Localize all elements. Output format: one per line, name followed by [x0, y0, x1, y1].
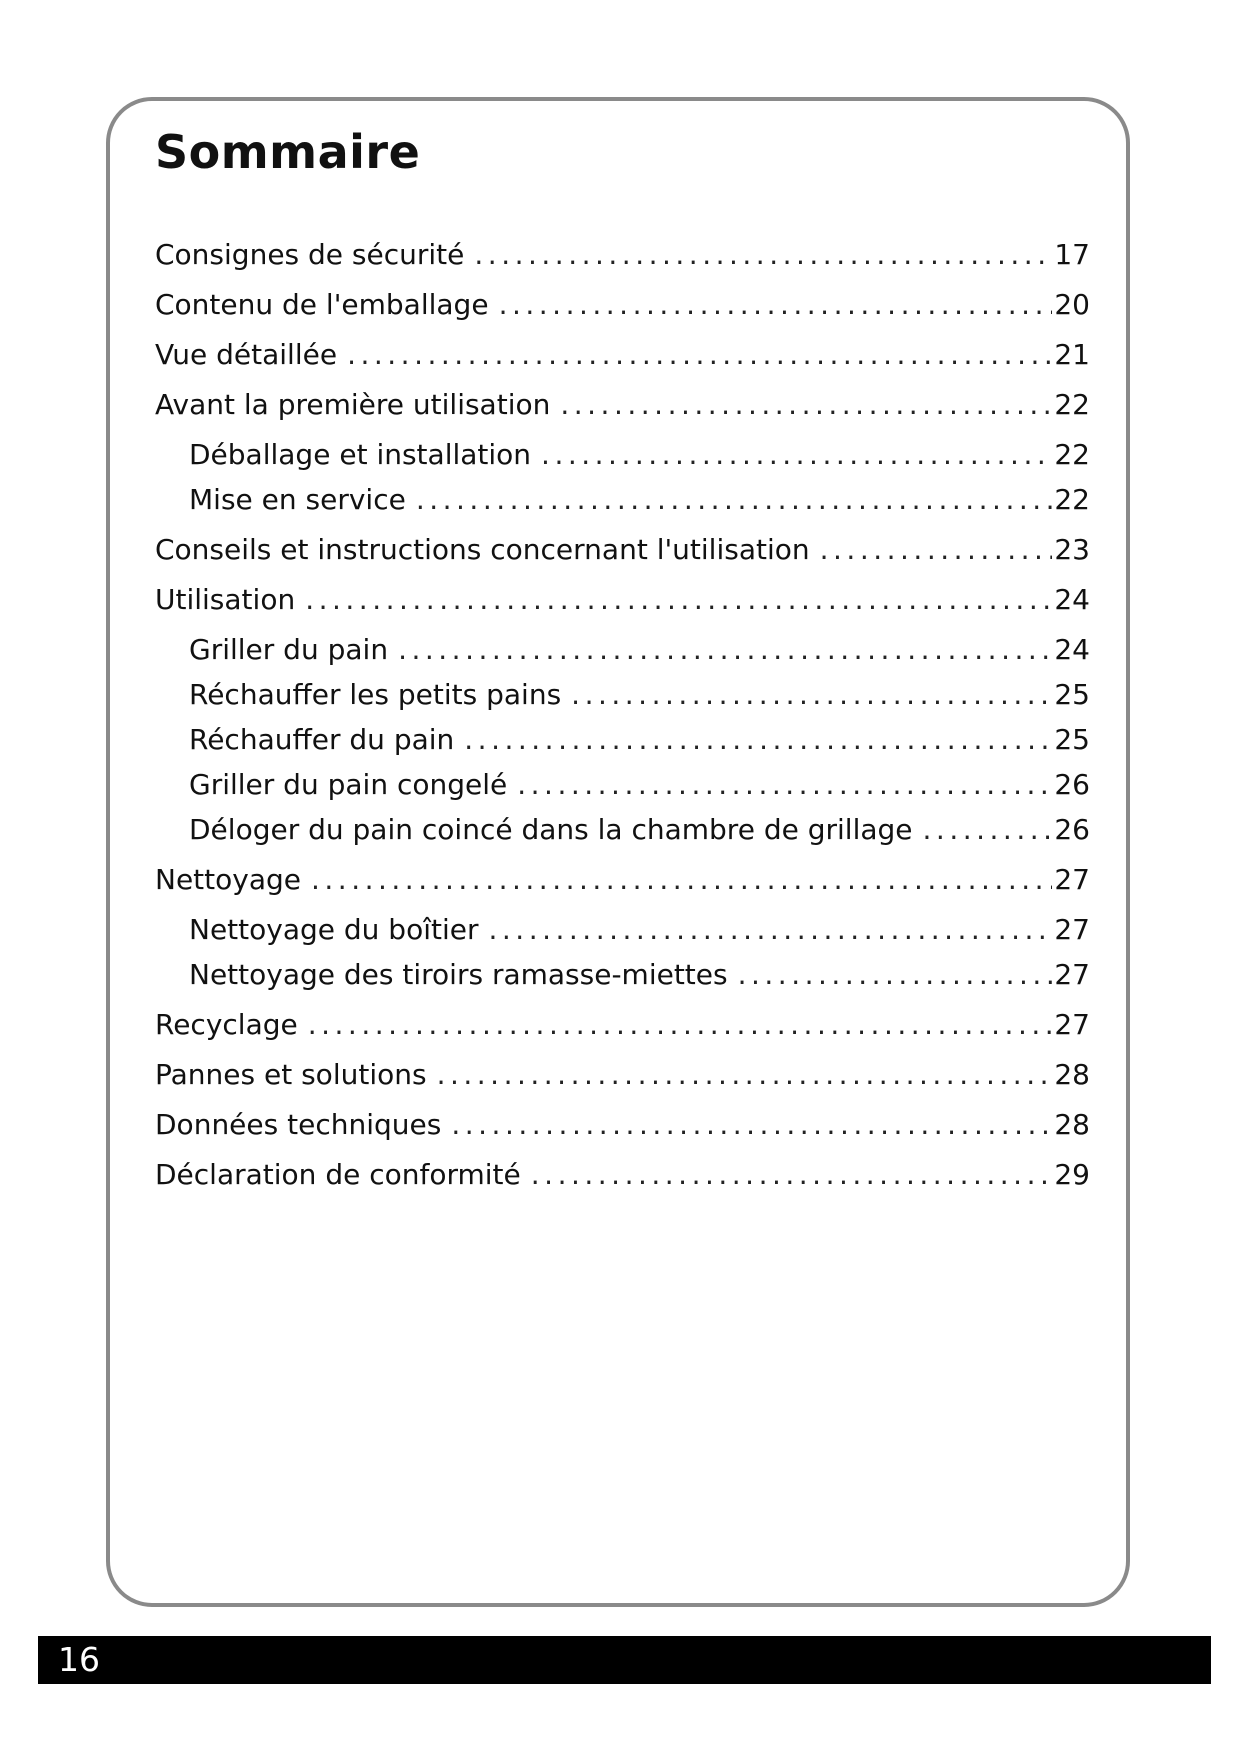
toc-entry[interactable]: [155, 580, 1090, 620]
toc-entry-label: Déloger du pain coincé dans la chambre de grillage: [189, 813, 913, 846]
toc-entry-label: Avant la première utilisation: [155, 388, 551, 421]
toc-entry-label: Déclaration de conformité: [155, 1158, 521, 1191]
toc-entry-label: Nettoyage: [155, 863, 301, 896]
toc-entry-label: Utilisation: [155, 583, 296, 616]
toc-leader-dots: [416, 480, 1053, 520]
toc-leader-dots: [437, 1055, 1053, 1095]
toc-entry-page: 20: [1054, 288, 1090, 321]
toc-entry-label: Conseils et instructions concernant l'utilisation: [155, 533, 810, 566]
toc-leader-dots: [398, 630, 1052, 670]
page-number: 16: [58, 1640, 100, 1679]
toc-entry[interactable]: [155, 285, 1090, 325]
toc-entry[interactable]: [155, 530, 1090, 570]
toc-entry-page: 27: [1054, 1008, 1090, 1041]
toc-entry[interactable]: [155, 1055, 1090, 1095]
toc-entry-label: Griller du pain congelé: [189, 768, 508, 801]
toc-entry-page: 27: [1054, 863, 1090, 896]
toc-entry-page: 27: [1054, 958, 1090, 991]
toc-entry-page: 17: [1054, 238, 1090, 271]
toc-subentry[interactable]: [189, 435, 1090, 475]
toc-entry[interactable]: [155, 1155, 1090, 1195]
toc-entry-page: 29: [1054, 1158, 1090, 1191]
toc-leader-dots: [517, 765, 1052, 805]
toc-leader-dots: [451, 1105, 1052, 1145]
toc-entry[interactable]: [155, 860, 1090, 900]
toc-entry-label: Réchauffer les petits pains: [189, 678, 562, 711]
toc-entry-page: 24: [1054, 633, 1090, 666]
toc-leader-dots: [541, 435, 1052, 475]
toc-entry-page: 26: [1054, 768, 1090, 801]
toc-entry-page: 22: [1054, 438, 1090, 471]
toc-entry[interactable]: [155, 385, 1090, 425]
toc-subentry[interactable]: [189, 630, 1090, 670]
toc-subentry[interactable]: [189, 810, 1090, 850]
toc-entry-page: 27: [1054, 913, 1090, 946]
toc-entry-page: 23: [1054, 533, 1090, 566]
toc-entry-label: Nettoyage des tiroirs ramasse-miettes: [189, 958, 728, 991]
toc-entry[interactable]: [155, 1105, 1090, 1145]
toc-subentry[interactable]: [189, 910, 1090, 950]
toc-entry-label: Recyclage: [155, 1008, 298, 1041]
toc-leader-dots: [489, 910, 1053, 950]
toc-entry-page: 28: [1054, 1058, 1090, 1091]
toc-leader-dots: [499, 285, 1053, 325]
toc-leader-dots: [820, 530, 1053, 570]
toc-entry-page: 22: [1054, 388, 1090, 421]
toc-leader-dots: [464, 720, 1052, 760]
page-title: Sommaire: [155, 125, 421, 179]
toc-entry-label: Mise en service: [189, 483, 406, 516]
toc-entry-page: 24: [1054, 583, 1090, 616]
toc-entry[interactable]: [155, 235, 1090, 275]
toc-leader-dots: [308, 1005, 1053, 1045]
toc-leader-dots: [311, 860, 1052, 900]
toc-leader-dots: [571, 675, 1052, 715]
toc-entry-label: Vue détaillée: [155, 338, 338, 371]
toc-entry-label: Données techniques: [155, 1108, 442, 1141]
toc-entry-label: Nettoyage du boîtier: [189, 913, 479, 946]
toc-subentry[interactable]: [189, 765, 1090, 805]
toc-entry-page: 25: [1054, 723, 1090, 756]
toc-leader-dots: [474, 235, 1052, 275]
toc-entry-label: Réchauffer du pain: [189, 723, 455, 756]
toc-leader-dots: [560, 385, 1052, 425]
toc-entry-label: Griller du pain: [189, 633, 389, 666]
toc-entry-page: 28: [1054, 1108, 1090, 1141]
toc-leader-dots: [305, 580, 1052, 620]
toc-entry-label: Déballage et installation: [189, 438, 532, 471]
toc-subentry[interactable]: [189, 955, 1090, 995]
toc-entry-page: 25: [1054, 678, 1090, 711]
toc-subentry[interactable]: [189, 720, 1090, 760]
toc-leader-dots: [923, 810, 1053, 850]
toc-entry-label: Pannes et solutions: [155, 1058, 427, 1091]
toc-entry-label: Consignes de sécurité: [155, 238, 465, 271]
toc-leader-dots: [347, 335, 1052, 375]
footer-bar: [38, 1636, 1211, 1684]
toc-entry[interactable]: [155, 1005, 1090, 1045]
toc-leader-dots: [531, 1155, 1053, 1195]
toc-entry-label: Contenu de l'emballage: [155, 288, 489, 321]
toc-entry-page: 22: [1054, 483, 1090, 516]
toc-leader-dots: [738, 955, 1053, 995]
toc-subentry[interactable]: [189, 480, 1090, 520]
toc-entry[interactable]: [155, 335, 1090, 375]
toc-entry-page: 26: [1054, 813, 1090, 846]
toc-subentry[interactable]: [189, 675, 1090, 715]
toc-entry-page: 21: [1054, 338, 1090, 371]
